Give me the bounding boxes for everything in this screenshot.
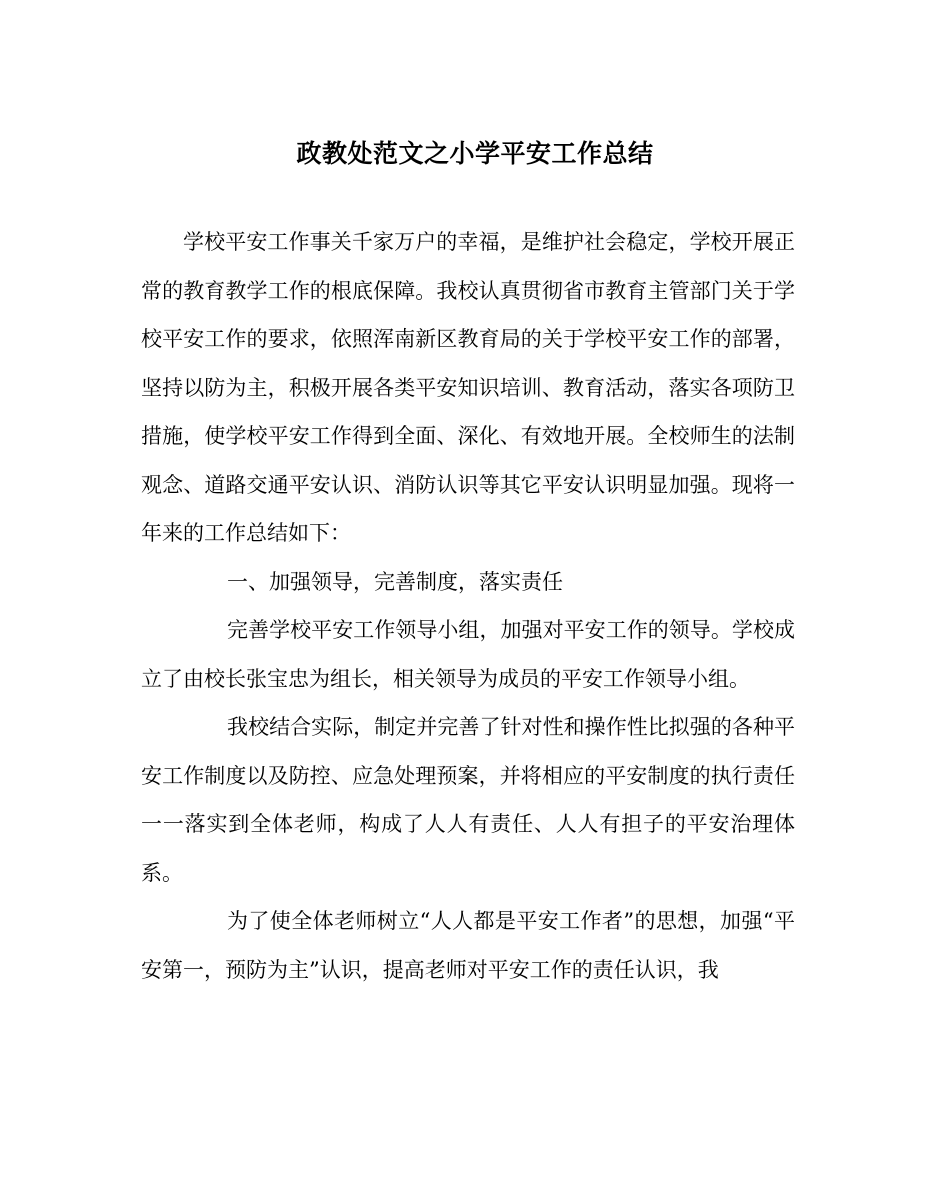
- paragraph-safety-rules: 我校结合实际，制定并完善了针对性和操作性比拟强的各种平安工作制度以及防控、应急处理预案，并将相应的平安制度的执行责任一一落实到全体老师，构成了人人有责任、人人有担子的平安治理体系。: [141, 715, 795, 885]
- paragraph-intro: 学校平安工作事关千家万户的幸福，是维护社会稳定，学校开展正常的教育教学工作的根底保障。我校认真贯彻省市教育主管部门关于学校平安工作的要求，依照浑南新区教育局的关于学校平安工作的部署，坚持以防为主，积极开展各类平安知识培训、教育活动，落实各项防卫措施，使学校平安工作得到全面、深化、有效地开展。全校师生的法制观念、道路交通平安认识、消防认识等其它平安认识明显加强。现将一年来的工作总结如下：: [141, 230, 795, 545]
- paragraph-leadership-group: 完善学校平安工作领导小组，加强对平安工作的领导。学校成立了由校长张宝忠为组长，相关领导为成员的平安工作领导小组。: [141, 618, 795, 691]
- document-title: 政教处范文之小学平安工作总结: [296, 139, 654, 168]
- document-body: [141, 218, 795, 994]
- paragraph-teacher-awareness: 为了使全体老师树立“人人都是平安工作者”的思想，加强“平安第一，预防为主”认识，提高老师对平安工作的责任认识，我: [141, 909, 795, 982]
- section-heading-1: 一、加强领导，完善制度，落实责任: [227, 569, 563, 594]
